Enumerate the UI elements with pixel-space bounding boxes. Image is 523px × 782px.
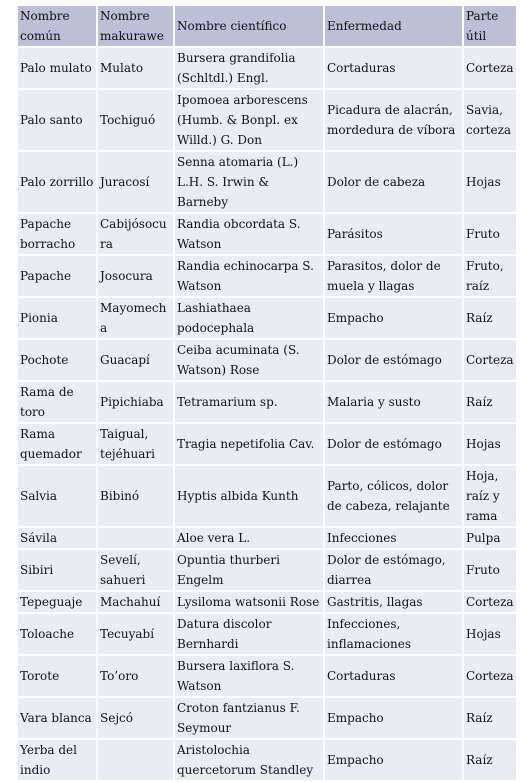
cell-nombre-makurawe: Taigual, tejéhuari xyxy=(98,424,173,464)
cell-enfermedad: Dolor de cabeza xyxy=(325,152,462,212)
cell-parte-util: Fruto xyxy=(464,550,516,590)
table-row xyxy=(18,424,516,464)
table-row xyxy=(18,298,516,338)
cell-parte-util: Raíz xyxy=(464,382,516,422)
cell-nombre-comun: Sávila xyxy=(18,528,96,548)
cell-nombre-makurawe: Pipichiaba xyxy=(98,382,173,422)
cell-nombre-comun: Pionia xyxy=(18,298,96,338)
cell-parte-util: Hojas xyxy=(464,152,516,212)
cell-nombre-makurawe: Sejcó xyxy=(98,698,173,738)
plant-table-container xyxy=(16,4,518,782)
header-nombre-cientifico: Nombre científico xyxy=(175,6,323,46)
cell-enfermedad: Dolor de estómago xyxy=(325,424,462,464)
cell-parte-util: Hojas xyxy=(464,614,516,654)
cell-parte-util: Hojas xyxy=(464,424,516,464)
table-row xyxy=(18,466,516,526)
cell-nombre-cientifico: Lashiathaea podocephala xyxy=(175,298,323,338)
cell-nombre-cientifico: Aloe vera L. xyxy=(175,528,323,548)
table-row xyxy=(18,90,516,150)
cell-enfermedad: Cortaduras xyxy=(325,656,462,696)
cell-nombre-makurawe: Juracosí xyxy=(98,152,173,212)
cell-nombre-makurawe xyxy=(98,528,173,548)
cell-nombre-cientifico: Senna atomaria (L.) L.H. S. Irwin & Barneby xyxy=(175,152,323,212)
cell-nombre-comun: Vara blanca xyxy=(18,698,96,738)
cell-enfermedad: Malaria y susto xyxy=(325,382,462,422)
cell-nombre-cientifico: Ipomoea arborescens (Humb. & Bonpl. ex Willd.) G. Don xyxy=(175,90,323,150)
table-row xyxy=(18,528,516,548)
cell-parte-util: Corteza xyxy=(464,592,516,612)
cell-nombre-cientifico: Datura discolor Bernhardi xyxy=(175,614,323,654)
cell-nombre-makurawe: Tecuyabí xyxy=(98,614,173,654)
cell-nombre-makurawe: Mayomecha xyxy=(98,298,173,338)
cell-nombre-comun: Palo santo xyxy=(18,90,96,150)
cell-enfermedad: Empacho xyxy=(325,698,462,738)
header-nombre-comun: Nombre común xyxy=(18,6,96,46)
cell-enfermedad: Empacho xyxy=(325,298,462,338)
table-row xyxy=(18,48,516,88)
table-row xyxy=(18,740,516,780)
cell-enfermedad: Infecciones xyxy=(325,528,462,548)
cell-nombre-makurawe: Sevelí, sahueri xyxy=(98,550,173,590)
cell-nombre-comun: Tepeguaje xyxy=(18,592,96,612)
cell-nombre-comun: Salvia xyxy=(18,466,96,526)
table-row xyxy=(18,152,516,212)
cell-parte-util: Hoja, raíz y rama xyxy=(464,466,516,526)
cell-parte-util: Corteza xyxy=(464,48,516,88)
cell-nombre-cientifico: Randia obcordata S. Watson xyxy=(175,214,323,254)
cell-enfermedad: Dolor de estómago xyxy=(325,340,462,380)
cell-nombre-makurawe: Guacapí xyxy=(98,340,173,380)
cell-enfermedad: Picadura de alacrán, mordedura de víbora xyxy=(325,90,462,150)
cell-enfermedad: Parásitos xyxy=(325,214,462,254)
medicinal-plants-table xyxy=(16,4,518,782)
cell-parte-util: Pulpa xyxy=(464,528,516,548)
cell-nombre-comun: Toloache xyxy=(18,614,96,654)
cell-parte-util: Raíz xyxy=(464,740,516,780)
cell-nombre-cientifico: Bursera grandifolia (Schltdl.) Engl. xyxy=(175,48,323,88)
cell-nombre-cientifico: Croton fantzianus F. Seymour xyxy=(175,698,323,738)
table-row xyxy=(18,382,516,422)
cell-enfermedad: Cortaduras xyxy=(325,48,462,88)
header-nombre-makurawe: Nombre makurawe xyxy=(98,6,173,46)
cell-parte-util: Corteza xyxy=(464,340,516,380)
cell-nombre-comun: Yerba del indio xyxy=(18,740,96,780)
cell-parte-util: Savia, corteza xyxy=(464,90,516,150)
table-row xyxy=(18,656,516,696)
cell-nombre-makurawe xyxy=(98,740,173,780)
cell-nombre-comun: Papache borracho xyxy=(18,214,96,254)
cell-nombre-comun: Pochote xyxy=(18,340,96,380)
cell-enfermedad: Parasitos, dolor de muela y llagas xyxy=(325,256,462,296)
cell-nombre-cientifico: Aristolochia quercetorum Standley xyxy=(175,740,323,780)
cell-enfermedad: Dolor de estómago, diarrea xyxy=(325,550,462,590)
cell-nombre-makurawe: To’oro xyxy=(98,656,173,696)
cell-nombre-comun: Sibiri xyxy=(18,550,96,590)
table-row xyxy=(18,614,516,654)
cell-nombre-cientifico: Opuntia thurberi Engelm xyxy=(175,550,323,590)
table-row xyxy=(18,698,516,738)
table-row xyxy=(18,340,516,380)
cell-nombre-comun: Papache xyxy=(18,256,96,296)
cell-enfermedad: Infecciones, inflamaciones xyxy=(325,614,462,654)
cell-nombre-comun: Rama quemador xyxy=(18,424,96,464)
cell-nombre-makurawe: Bibinó xyxy=(98,466,173,526)
cell-nombre-comun: Palo mulato xyxy=(18,48,96,88)
cell-nombre-makurawe: Josocura xyxy=(98,256,173,296)
header-row xyxy=(18,6,516,46)
cell-nombre-comun: Palo zorrillo xyxy=(18,152,96,212)
cell-nombre-cientifico: Lysiloma watsonii Rose xyxy=(175,592,323,612)
cell-nombre-makurawe: Tochiguó xyxy=(98,90,173,150)
table-row xyxy=(18,214,516,254)
cell-nombre-cientifico: Bursera laxiflora S. Watson xyxy=(175,656,323,696)
cell-parte-util: Raíz xyxy=(464,298,516,338)
cell-parte-util: Fruto xyxy=(464,214,516,254)
cell-nombre-cientifico: Hyptis albida Kunth xyxy=(175,466,323,526)
cell-nombre-cientifico: Randia echinocarpa S. Watson xyxy=(175,256,323,296)
cell-nombre-cientifico: Ceiba acuminata (S. Watson) Rose xyxy=(175,340,323,380)
cell-nombre-cientifico: Tetramarium sp. xyxy=(175,382,323,422)
cell-nombre-comun: Torote xyxy=(18,656,96,696)
cell-nombre-comun: Rama de toro xyxy=(18,382,96,422)
cell-nombre-makurawe: Cabijósocura xyxy=(98,214,173,254)
header-parte-util: Parte útil xyxy=(464,6,516,46)
cell-parte-util: Raíz xyxy=(464,698,516,738)
cell-parte-util: Fruto, raíz xyxy=(464,256,516,296)
cell-enfermedad: Gastritis, llagas xyxy=(325,592,462,612)
table-row xyxy=(18,550,516,590)
table-body xyxy=(18,48,516,780)
cell-enfermedad: Empacho xyxy=(325,740,462,780)
cell-nombre-makurawe: Machahuí xyxy=(98,592,173,612)
cell-parte-util: Corteza xyxy=(464,656,516,696)
cell-nombre-cientifico: Tragia nepetifolia Cav. xyxy=(175,424,323,464)
cell-enfermedad: Parto, cólicos, dolor de cabeza, relajante xyxy=(325,466,462,526)
table-row xyxy=(18,256,516,296)
header-enfermedad: Enfermedad xyxy=(325,6,462,46)
cell-nombre-makurawe: Mulato xyxy=(98,48,173,88)
table-row xyxy=(18,592,516,612)
